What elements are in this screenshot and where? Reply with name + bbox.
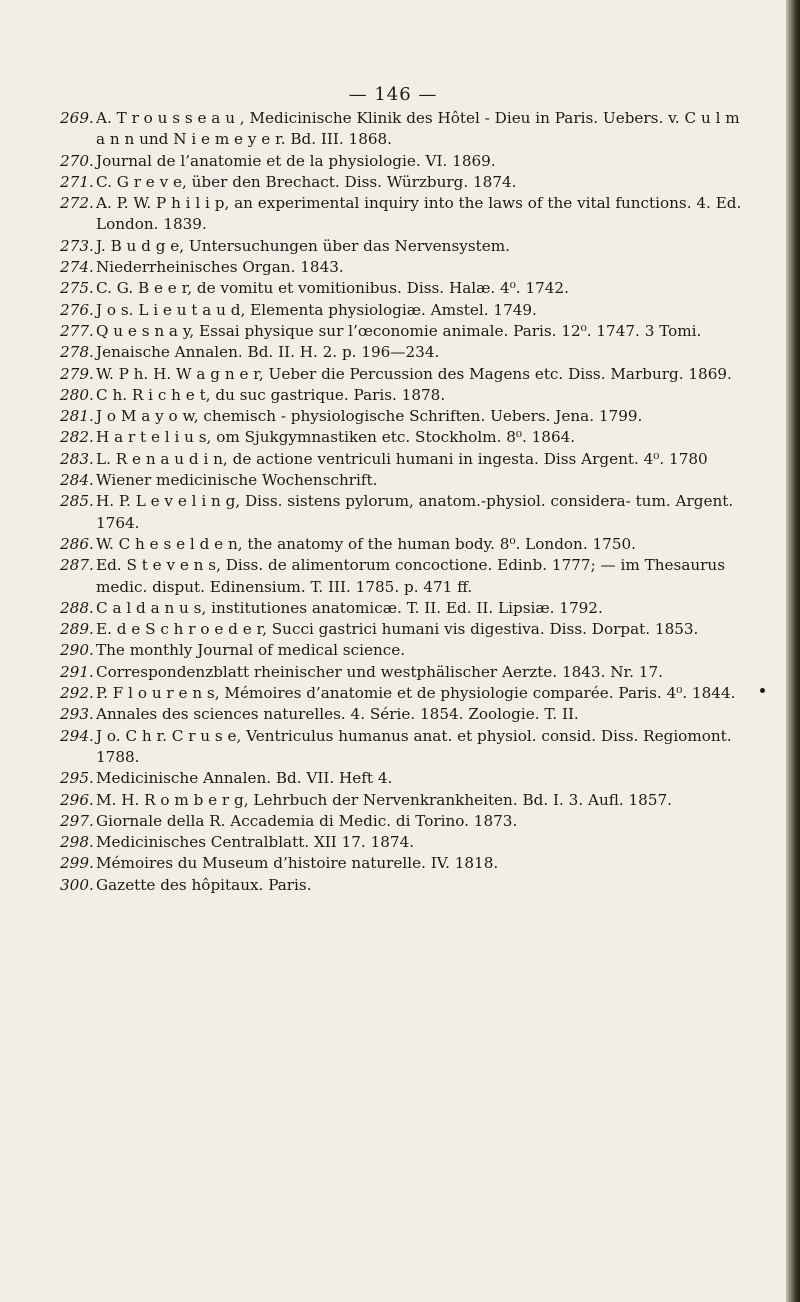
reference-text: M. H. R o m b e r g, Lehrbuch der Nervenkrankheiten. Bd. I. 3. Aufl. 1857. xyxy=(96,790,672,809)
reference-entry xyxy=(60,790,750,811)
reference-number: 278. xyxy=(60,343,94,362)
reference-entry xyxy=(60,598,750,619)
reference-number: 283. xyxy=(60,449,94,468)
reference-entry xyxy=(60,832,750,853)
reference-text: Q u e s n a y, Essai physique sur l’œconomie animale. Paris. 12⁰. 1747. 3 Tomi. xyxy=(96,321,702,340)
reference-number: 285. xyxy=(60,492,94,511)
reference-entry xyxy=(60,704,750,725)
reference-number: 279. xyxy=(60,364,94,383)
reference-text: Mémoires du Museum d’histoire naturelle. IV. 1818. xyxy=(96,854,499,873)
reference-text: Correspondenzblatt rheinischer und westphälischer Aerzte. 1843. Nr. 17. xyxy=(96,662,663,681)
reference-text: Ed. S t e v e n s, Diss. de alimentorum concoctione. Edinb. 1777; — im Thesaurus medic. disput. Edinensium. T. III. 1785. p. 471 ff. xyxy=(96,556,725,596)
reference-number: 275. xyxy=(60,279,94,298)
reference-number: 292. xyxy=(60,684,94,703)
reference-text: P. F l o u r e n s, Mémoires d’anatomie et de physiologie comparée. Paris. 4⁰. 1844. xyxy=(96,684,736,703)
reference-number: 288. xyxy=(60,598,94,617)
reference-number: 299. xyxy=(60,854,94,873)
reference-text: C a l d a n u s, institutiones anatomicæ. T. II. Ed. II. Lipsiæ. 1792. xyxy=(96,598,603,617)
reference-text: The monthly Journal of medical science. xyxy=(96,641,406,660)
reference-entry xyxy=(60,534,750,555)
reference-text: L. R e n a u d i n, de actione ventriculi humani in ingesta. Diss Argent. 4⁰. 1780 xyxy=(96,449,708,468)
reference-text: W. P h. H. W a g n e r, Ueber die Percussion des Magens etc. Diss. Marburg. 1869. xyxy=(96,364,732,383)
reference-number: 296. xyxy=(60,790,94,809)
reference-number: 281. xyxy=(60,407,94,426)
reference-number: 280. xyxy=(60,385,94,404)
reference-number: 270. xyxy=(60,151,94,170)
reference-number: 294. xyxy=(60,726,94,745)
reference-text: Wiener medicinische Wochenschrift. xyxy=(96,471,378,490)
reference-entry xyxy=(60,640,750,661)
reference-entry xyxy=(60,683,750,704)
reference-number: 284. xyxy=(60,471,94,490)
reference-list xyxy=(60,108,750,896)
reference-entry xyxy=(60,427,750,448)
reference-text: A. T r o u s s e a u , Medicinische Klinik des Hôtel - Dieu in Paris. Uebers. v. C u l m a n n und N i e m e y e r. Bd. III. 1868. xyxy=(96,109,740,149)
reference-entry xyxy=(60,491,750,534)
reference-number: 300. xyxy=(60,875,94,894)
reference-text: C. G. B e e r, de vomitu et vomitionibus. Diss. Halæ. 4⁰. 1742. xyxy=(96,279,569,298)
reference-text: C. G r e v e, über den Brechact. Diss. Würzburg. 1874. xyxy=(96,172,517,191)
reference-text: J o M a y o w, chemisch - physiologische Schriften. Uebers. Jena. 1799. xyxy=(96,407,643,426)
reference-text: Annales des sciences naturelles. 4. Série. 1854. Zoologie. T. II. xyxy=(96,705,579,724)
reference-number: 271. xyxy=(60,172,94,191)
reference-number: 273. xyxy=(60,236,94,255)
margin-dot xyxy=(760,688,765,693)
reference-number: 282. xyxy=(60,428,94,447)
reference-number: 290. xyxy=(60,641,94,660)
reference-entry xyxy=(60,726,750,769)
reference-text: C h. R i c h e t, du suc gastrique. Paris. 1878. xyxy=(96,385,446,404)
reference-number: 276. xyxy=(60,300,94,319)
reference-text: E. d e S c h r o e d e r, Succi gastrici humani vis digestiva. Diss. Dorpat. 1853. xyxy=(96,620,699,639)
reference-text: J o s. L i e u t a u d, Elementa physiologiæ. Amstel. 1749. xyxy=(96,300,537,319)
reference-text: Medicinisches Centralblatt. XII 17. 1874. xyxy=(96,833,415,852)
reference-entry xyxy=(60,853,750,874)
reference-number: 298. xyxy=(60,833,94,852)
reference-number: 269. xyxy=(60,109,94,127)
reference-number: 291. xyxy=(60,662,94,681)
reference-entry xyxy=(60,321,750,342)
reference-entry xyxy=(60,193,750,236)
reference-entry xyxy=(60,236,750,257)
reference-entry xyxy=(60,768,750,789)
reference-entry xyxy=(60,257,750,278)
reference-text: W. C h e s e l d e n, the anatomy of the human body. 8⁰. London. 1750. xyxy=(96,534,636,553)
reference-number: 287. xyxy=(60,556,94,575)
reference-text: J o. C h r. C r u s e, Ventriculus humanus anat. et physiol. consid. Diss. Regiomont. 1788. xyxy=(96,726,732,766)
reference-text: H a r t e l i u s, om Sjukgymnastiken etc. Stockholm. 8⁰. 1864. xyxy=(96,428,576,447)
reference-entry xyxy=(60,278,750,299)
reference-entry xyxy=(60,811,750,832)
reference-entry xyxy=(60,555,750,598)
reference-text: H. P. L e v e l i n g, Diss. sistens pylorum, anatom.-physiol. considera- tum. Argent. 1764. xyxy=(96,492,734,532)
reference-entry xyxy=(60,619,750,640)
reference-entry xyxy=(60,875,750,896)
reference-entry xyxy=(60,172,750,193)
reference-number: 286. xyxy=(60,534,94,553)
reference-number: 297. xyxy=(60,811,94,830)
reference-text: Giornale della R. Accademia di Medic. di Torino. 1873. xyxy=(96,811,518,830)
reference-entry xyxy=(60,151,750,172)
reference-entry xyxy=(60,108,750,151)
reference-entry xyxy=(60,449,750,470)
reference-text: Journal de l’anatomie et de la physiologie. VI. 1869. xyxy=(96,151,496,170)
reference-number: 293. xyxy=(60,705,94,724)
reference-number: 274. xyxy=(60,258,94,277)
reference-entry xyxy=(60,406,750,427)
reference-text: Medicinische Annalen. Bd. VII. Heft 4. xyxy=(96,769,393,788)
page-edge-shadow xyxy=(786,0,800,1302)
reference-entry xyxy=(60,470,750,491)
reference-number: 272. xyxy=(60,194,94,213)
reference-text: A. P. W. P h i l i p, an experimental inquiry into the laws of the vital functions. 4. Ed. London. 1839. xyxy=(96,194,742,234)
reference-entry xyxy=(60,385,750,406)
reference-number: 295. xyxy=(60,769,94,788)
reference-entry xyxy=(60,364,750,385)
reference-number: 277. xyxy=(60,321,94,340)
reference-text: J. B u d g e, Untersuchungen über das Nervensystem. xyxy=(96,236,510,255)
reference-number: 289. xyxy=(60,620,94,639)
reference-entry xyxy=(60,662,750,683)
reference-text: Jenaische Annalen. Bd. II. H. 2. p. 196—234. xyxy=(96,343,440,362)
reference-entry xyxy=(60,300,750,321)
reference-entry xyxy=(60,342,750,363)
page-number: — 146 — xyxy=(348,84,438,105)
reference-text: Gazette des hôpitaux. Paris. xyxy=(96,875,312,894)
reference-text: Niederrheinisches Organ. 1843. xyxy=(96,258,344,277)
